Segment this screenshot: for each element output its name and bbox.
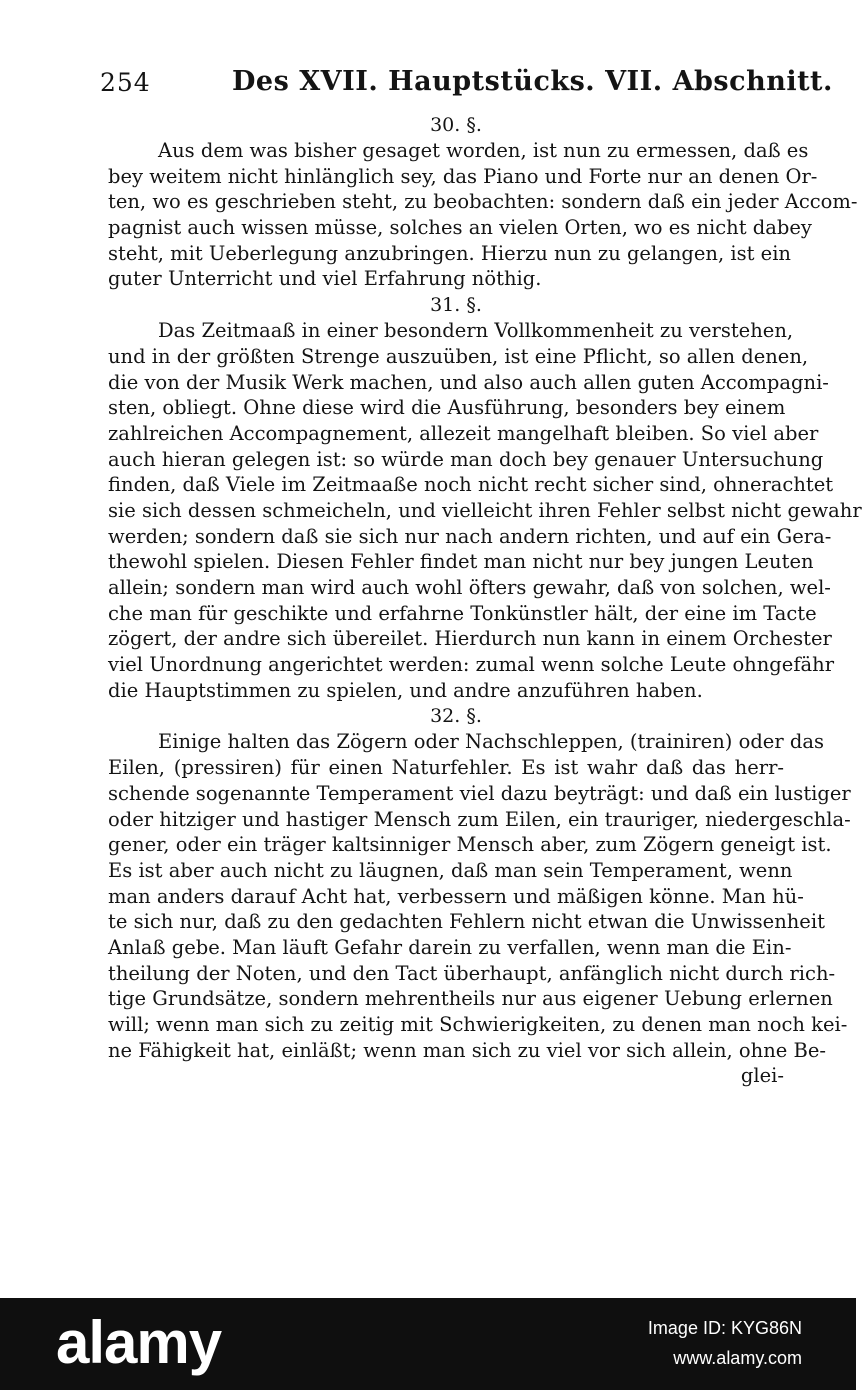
section-heading: 32. §. <box>430 705 482 728</box>
text-line: ten, wo es geschrieben steht, zu beobachten: sondern daß ein jeder Accom- <box>108 190 858 214</box>
text-line: die von der Musik Werk machen, und also auch allen guten Accompagni- <box>108 370 829 394</box>
text-line: bey weitem nicht hinlänglich sey, das Piano und Forte nur an denen Or- <box>108 164 818 188</box>
text-line: man anders darauf Acht hat, verbessern und mäßigen könne. Man hü- <box>108 884 804 908</box>
text-line: schende sogenannte Temperament viel dazu beyträgt: und daß ein lustiger <box>108 781 851 805</box>
text-line: zahlreichen Accompagnement, allezeit mangelhaft bleiben. So viel aber <box>108 421 819 445</box>
section-heading: 31. §. <box>430 294 482 317</box>
text-line: Das Zeitmaaß in einer besondern Vollkommenheit zu verstehen, <box>158 319 794 343</box>
text-line: pagnist auch wissen müsse, solches an vielen Orten, wo es nicht dabey <box>108 216 812 240</box>
image-id: Image ID: KYG86N <box>647 1318 802 1338</box>
text-line: viel Unordnung angerichtet werden: zumal wenn solche Leute ohngefähr <box>108 653 835 677</box>
text-line: die Hauptstimmen zu spielen, und andre anzuführen haben. <box>108 678 703 702</box>
text-line: gener, oder ein träger kaltsinniger Mensch aber, zum Zögern geneigt ist. <box>108 833 832 857</box>
page-header <box>0 64 856 104</box>
text-line: will; wenn man sich zu zeitig mit Schwierigkeiten, zu denen man noch kei- <box>108 1013 848 1036</box>
site-url: www.alamy.com <box>673 1348 802 1368</box>
text-line: oder hitziger und hastiger Mensch zum Eilen, ein trauriger, niedergeschla- <box>108 807 851 831</box>
text-line: Einige halten das Zögern oder Nachschleppen, (trainiren) oder das <box>158 730 824 754</box>
text-line: werden; sondern daß sie sich nur nach andern richten, und auf ein Gera- <box>108 524 832 548</box>
text-line: allein; sondern man wird auch wohl öfters gewahr, daß von solchen, wel- <box>108 576 831 599</box>
running-head: Des XVII. Hauptstücks. VII. Abschnitt. <box>232 66 833 97</box>
text-line: Es ist aber auch nicht zu läugnen, daß man sein Temperament, wenn <box>108 858 793 882</box>
page-number: 254 <box>100 68 151 97</box>
text-line: tige Grundsätze, sondern mehrentheils nur aus eigener Uebung erlernen <box>108 987 833 1011</box>
text-line: zögert, der andre sich übereilet. Hierdurch nun kann in einem Orchester <box>108 627 832 651</box>
text-line: sie sich dessen schmeicheln, und vielleicht ihren Fehler selbst nicht gewahr <box>108 498 862 522</box>
text-line: ne Fähigkeit hat, einläßt; wenn man sich zu viel vor sich allein, ohne Be- <box>108 1038 826 1062</box>
text-line: und in der größten Strenge auszuüben, ist eine Pflicht, so allen denen, <box>108 344 809 368</box>
text-line: theilung der Noten, und den Tact überhaupt, anfänglich nicht durch rich- <box>108 961 836 985</box>
page-body <box>108 112 862 1089</box>
watermark-footer <box>0 1298 856 1390</box>
text-line: steht, mit Ueberlegung anzubringen. Hierzu nun zu gelangen, ist ein <box>108 241 791 265</box>
text-line: finden, daß Viele im Zeitmaaße noch nicht recht sicher sind, ohnerachtet <box>108 473 834 497</box>
text-line: Aus dem was bisher gesaget worden, ist nun zu ermessen, daß es <box>158 139 809 162</box>
brand-logo: alamy <box>56 1309 222 1376</box>
catchword: glei- <box>740 1064 784 1088</box>
text-line: Anlaß gebe. Man läuft Gefahr darein zu verfallen, wenn man die Ein- <box>108 935 792 959</box>
text-line: che man für geschikte und erfahrne Tonkünstler hält, der eine im Tacte <box>108 601 817 625</box>
text-line: sten, obliegt. Ohne diese wird die Ausführung, besonders bey einem <box>108 396 786 420</box>
text-line: thewohl spielen. Diesen Fehler findet man nicht nur bey jungen Leuten <box>108 550 814 574</box>
text-line: Eilen, (pressiren) für einen Naturfehler. Es ist wahr daß das herr- <box>108 756 784 780</box>
section-heading: 30. §. <box>430 114 482 136</box>
text-line: auch hieran gelegen ist: so würde man doch bey genauer Untersuchung <box>108 447 824 471</box>
text-line: te sich nur, daß zu den gedachten Fehlern nicht etwan die Unwissenheit <box>108 910 825 934</box>
text-line: guter Unterricht und viel Erfahrung nöthig. <box>108 267 542 291</box>
